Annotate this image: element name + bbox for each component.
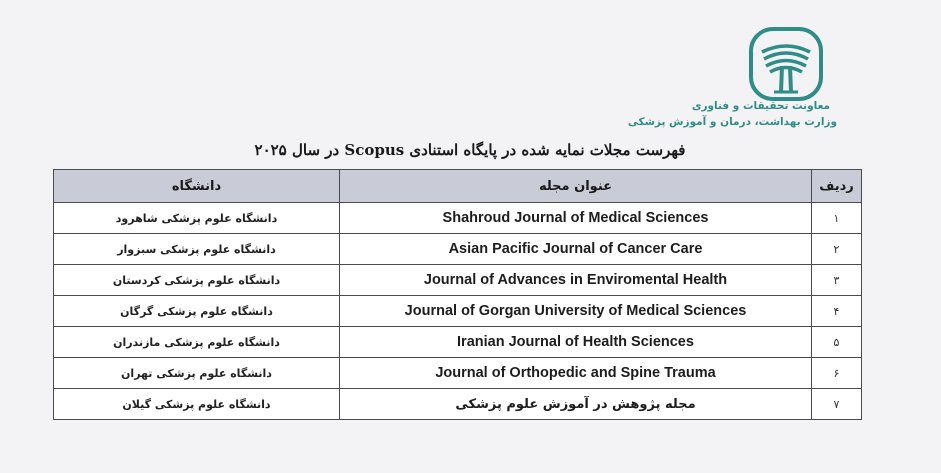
cell-university: دانشگاه علوم پزشکی کردستان [54,265,340,296]
cell-journal: Iranian Journal of Health Sciences [340,327,812,358]
cell-university: دانشگاه علوم پزشکی گرگان [54,296,340,327]
cell-university: دانشگاه علوم پزشکی مازندران [54,327,340,358]
table-row [54,265,862,296]
cell-row-number: ۷ [812,389,862,420]
document-title: فهرست مجلات نمایه شده در پایگاه استنادی Scopus در سال ۲۰۲۵ [254,141,686,159]
cell-journal: Journal of Gorgan University of Medical Sciences [340,296,812,327]
table-row [54,389,862,420]
cell-journal: مجله پژوهش در آموزش علوم پزشکی [340,389,812,420]
cell-row-number: ۶ [812,358,862,389]
header-university: دانشگاه [54,170,340,203]
cell-row-number: ۱ [812,203,862,234]
table-row [54,327,862,358]
cell-university: دانشگاه علوم پزشکی سبزوار [54,234,340,265]
table-row [54,358,862,389]
logo-caption-line2: وزارت بهداشت، درمان و آموزش پزشکی [627,116,837,128]
cell-row-number: ۳ [812,265,862,296]
ministry-logo [627,22,870,132]
table-row [54,296,862,327]
cell-row-number: ۵ [812,327,862,358]
cell-university: دانشگاه علوم پزشکی گیلان [54,389,340,420]
cell-journal: Journal of Advances in Enviromental Health [340,265,812,296]
table-row [54,203,862,234]
header-row-number: ردیف [812,170,862,203]
cell-university: دانشگاه علوم پزشکی شاهرود [54,203,340,234]
cell-journal: Asian Pacific Journal of Cancer Care [340,234,812,265]
logo-caption-line1: معاونت تحقیقات و فناوری [691,100,830,112]
header-journal: عنوان مجله [340,170,812,203]
cell-row-number: ۴ [812,296,862,327]
cell-row-number: ۲ [812,234,862,265]
table-header-row [54,170,862,203]
cell-university: دانشگاه علوم پزشکی تهران [54,358,340,389]
journals-table [53,169,862,420]
cell-journal: Shahroud Journal of Medical Sciences [340,203,812,234]
table-row [54,234,862,265]
cell-journal: Journal of Orthopedic and Spine Trauma [340,358,812,389]
tree-logo-icon [748,26,824,102]
